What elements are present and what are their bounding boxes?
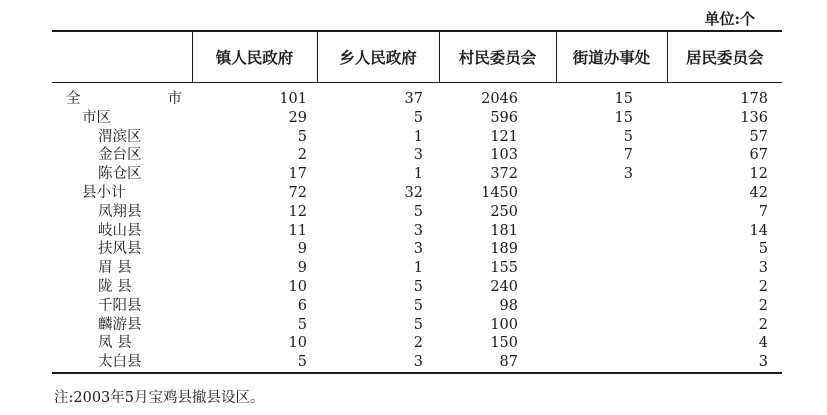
town-government-count: 2: [297, 147, 307, 164]
row-label: 金台区: [98, 147, 142, 164]
township-government-count: 1: [413, 128, 423, 145]
village-committee-count: 181: [490, 222, 518, 239]
header-town-government: 镇人民政府: [192, 31, 317, 83]
resident-committee-count: 2: [758, 297, 768, 314]
resident-committee-count: 5: [758, 241, 768, 258]
village-committee-count: 103: [490, 147, 518, 164]
street-office-count: [556, 184, 667, 203]
village-committee-count: 240: [490, 278, 518, 295]
street-office-count: [556, 278, 667, 297]
resident-committee-count: 57: [749, 128, 768, 145]
village-committee-count: 2046: [481, 91, 518, 107]
resident-committee-count: 7: [758, 203, 768, 220]
table-row: [52, 146, 782, 165]
village-committee-count: 98: [499, 297, 518, 314]
table-row: [52, 240, 782, 259]
township-government-count: 3: [413, 222, 423, 239]
row-label: 陈仓区: [98, 166, 142, 183]
town-government-count: 9: [297, 241, 307, 258]
table-row: [52, 334, 782, 353]
resident-committee-count: 67: [749, 147, 768, 164]
street-office-count: [556, 297, 667, 316]
village-committee-count: 250: [490, 203, 518, 220]
town-government-count: 6: [297, 297, 307, 314]
street-office-count: [556, 334, 667, 353]
table-row: [52, 353, 782, 373]
village-committee-count: 155: [490, 260, 518, 277]
town-government-count: 17: [288, 166, 307, 183]
header-stub: [52, 31, 192, 83]
header-row: [52, 31, 782, 83]
township-government-count: 1: [413, 166, 423, 183]
resident-committee-count: 136: [740, 109, 768, 126]
table-row: [52, 316, 782, 335]
resident-committee-count: 3: [667, 353, 782, 373]
row-label: 渭滨区: [98, 128, 142, 145]
row-label: 眉 县: [98, 260, 132, 277]
town-government-count: 11: [288, 222, 307, 239]
header-village-committee: 村民委员会: [439, 31, 556, 83]
table-row: [52, 109, 782, 128]
table-body: [52, 83, 782, 373]
header-township-government: 乡人民政府: [317, 31, 439, 83]
row-label: 县小计: [82, 184, 126, 201]
table-row: [52, 128, 782, 147]
township-government-count: 37: [404, 91, 423, 107]
street-office-count: [556, 259, 667, 278]
statistics-table: [52, 30, 782, 374]
row-label: 麟游县: [98, 316, 142, 333]
resident-committee-count: 42: [749, 184, 768, 201]
town-government-count: 5: [297, 128, 307, 145]
street-office-count: 5: [623, 128, 633, 145]
resident-committee-count: 178: [740, 91, 768, 107]
village-committee-count: 372: [490, 166, 518, 183]
street-office-count: [556, 222, 667, 241]
town-government-count: 72: [288, 184, 307, 201]
row-label: 全 市: [66, 91, 182, 107]
town-government-count: 9: [297, 260, 307, 277]
township-government-count: 32: [404, 184, 423, 201]
row-label: 市区: [82, 109, 111, 126]
table-row: [52, 184, 782, 203]
resident-committee-count: 3: [758, 260, 768, 277]
town-government-count: 5: [297, 316, 307, 333]
village-committee-count: 121: [490, 128, 518, 145]
street-office-count: [556, 316, 667, 335]
street-office-count: 7: [623, 147, 633, 164]
table-row: [52, 297, 782, 316]
town-government-count: 101: [279, 91, 307, 107]
township-government-count: 1: [413, 260, 423, 277]
township-government-count: 5: [413, 316, 423, 333]
village-committee-count: 596: [490, 109, 518, 126]
township-government-count: 5: [413, 278, 423, 295]
table-row: [52, 165, 782, 184]
township-government-count: 5: [413, 109, 423, 126]
unit-label: 单位:个: [704, 10, 755, 28]
header-street-office: 街道办事处: [556, 31, 667, 83]
township-government-count: 5: [413, 297, 423, 314]
village-committee-count: 100: [490, 316, 518, 333]
township-government-count: 3: [317, 353, 439, 373]
table-row: [52, 83, 782, 109]
town-government-count: 10: [288, 278, 307, 295]
resident-committee-count: 4: [758, 335, 768, 352]
township-government-count: 3: [413, 147, 423, 164]
row-label: 千阳县: [98, 297, 142, 314]
header-resident-committee: 居民委员会: [667, 31, 782, 83]
table-row: [52, 222, 782, 241]
resident-committee-count: 2: [758, 278, 768, 295]
footnote: 注:2003年5月宝鸡县撤县设区。: [54, 390, 265, 406]
row-label: 扶风县: [98, 241, 142, 258]
resident-committee-count: 2: [758, 316, 768, 333]
village-committee-count: 1450: [481, 184, 518, 201]
table-header: [52, 31, 782, 83]
village-committee-count: 150: [490, 335, 518, 352]
street-office-count: 3: [623, 166, 633, 183]
resident-committee-count: 12: [749, 166, 768, 183]
table-row: [52, 203, 782, 222]
row-label: 太白县: [52, 353, 192, 373]
street-office-count: [556, 353, 667, 373]
township-government-count: 2: [413, 335, 423, 352]
row-label: 岐山县: [98, 222, 142, 239]
town-government-count: 12: [288, 203, 307, 220]
resident-committee-count: 14: [749, 222, 768, 239]
row-label: 凤 县: [98, 335, 132, 352]
street-office-count: [556, 240, 667, 259]
township-government-count: 3: [413, 241, 423, 258]
row-label: 凤翔县: [98, 203, 142, 220]
table-row: [52, 259, 782, 278]
street-office-count: 15: [614, 109, 633, 126]
town-government-count: 5: [192, 353, 317, 373]
row-label: 陇 县: [98, 278, 132, 295]
town-government-count: 29: [288, 109, 307, 126]
village-committee-count: 87: [439, 353, 556, 373]
town-government-count: 10: [288, 335, 307, 352]
street-office-count: 15: [614, 91, 633, 107]
township-government-count: 5: [413, 203, 423, 220]
statistics-table-container: [52, 30, 782, 374]
village-committee-count: 189: [490, 241, 518, 258]
street-office-count: [556, 203, 667, 222]
table-row: [52, 278, 782, 297]
